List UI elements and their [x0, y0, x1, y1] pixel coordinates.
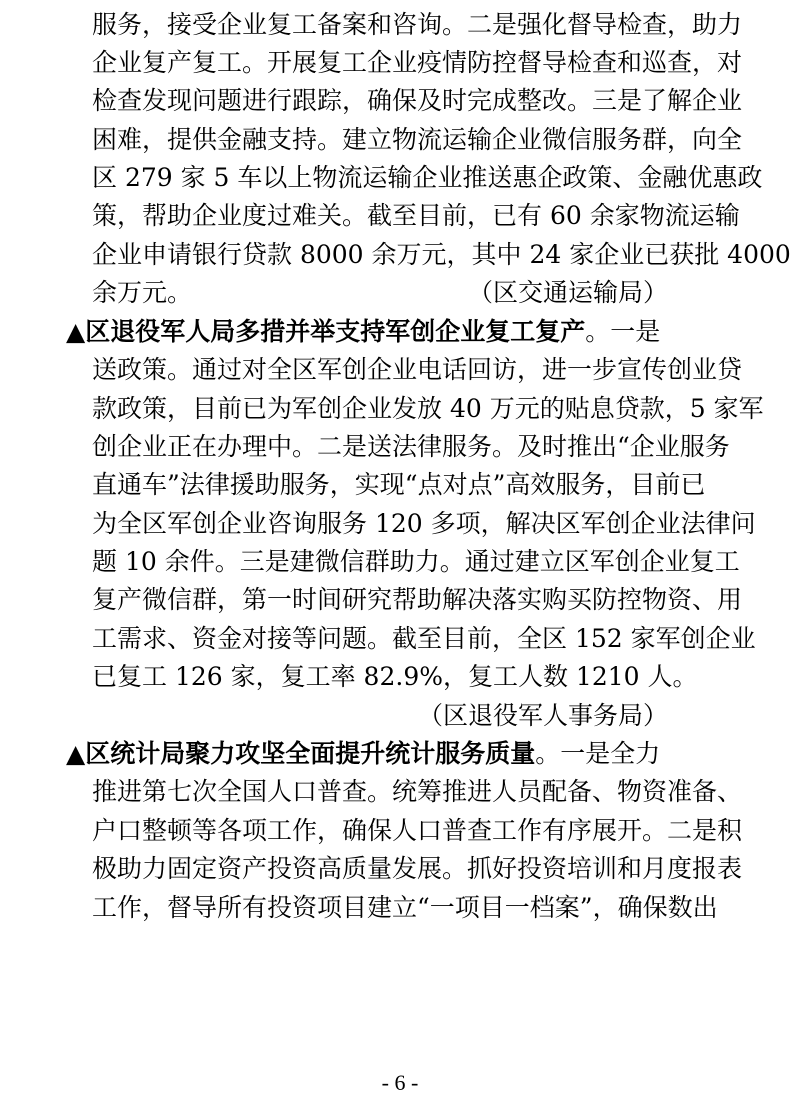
stats-section-heading-line [66, 734, 668, 774]
transport-body-last: 余万元。 [92, 278, 193, 307]
page-number: - 6 - [381, 1070, 419, 1095]
stats-body-line-1: 推进第七次全国人口普查。统筹推进人员配备、物资准备、 [92, 777, 743, 806]
transport-source-note: （区交通运输局） [467, 278, 668, 307]
veterans-body-line-2: 款政策，目前已为军创企业发放 40 万元的贴息贷款，5 家军 [92, 394, 764, 423]
transport-body-line-4: 困难，提供金融支持。建立物流运输企业微信服务群，向全 [92, 125, 743, 154]
veterans-body-line-3: 创企业正在办理中。二是送法律服务。及时推出“企业服务 [92, 432, 730, 461]
transport-body-line-7: 企业申请银行贷款 8000 余万元，其中 24 家企业已获批 4000 [92, 240, 791, 269]
stats-body-line-3: 极助力固定资产投资高质量发展。抓好投资培训和月度报表 [92, 854, 743, 883]
veterans-body-line-6: 题 10 余件。三是建微信群助力。通过建立区军创企业复工 [92, 547, 740, 576]
veterans-section-heading-line [66, 312, 668, 352]
veterans-section-intro: 。一是 [585, 317, 661, 346]
stats-section-title: ▲区统计局聚力攻坚全面提升统计服务质量 [66, 739, 536, 768]
transport-body-line-2: 企业复产复工。开展复工企业疫情防控督导检查和巡查，对 [92, 48, 743, 77]
transport-body-line-1: 服务，接受企业复工备案和咨询。二是强化督导检查，助力 [92, 10, 743, 39]
veterans-body-last: 已复工 126 家，复工率 82.9%，复工人数 1210 人。 [92, 662, 698, 691]
veterans-body-line-4: 直通车”法律援助服务，实现“点对点”高效服务，目前已 [92, 470, 706, 499]
veterans-section-title: ▲区退役军人局多措并举支持军创企业复工复产 [66, 317, 586, 346]
veterans-body-line-5: 为全区军创企业咨询服务 120 多项，解决区军创企业法律问 [92, 509, 756, 538]
veterans-source-note: （区退役军人事务局） [417, 701, 668, 730]
veterans-body-line-1: 送政策。通过对全区军创企业电话回访，进一步宣传创业贷 [92, 355, 743, 384]
transport-body-line-3: 检查发现问题进行跟踪，确保及时完成整改。三是了解企业 [92, 86, 743, 115]
transport-body-line-5: 区 279 家 5 车以上物流运输企业推送惠企政策、金融优惠政 [92, 163, 763, 192]
stats-section-intro: 。一是全力 [535, 739, 661, 768]
stats-body-line-2: 户口整顿等各项工作，确保人口普查工作有序展开。二是积 [92, 816, 743, 845]
stats-body-line-4: 工作，督导所有投资项目建立“一项目一档案”，确保数出 [92, 893, 718, 922]
transport-closing-line [92, 273, 668, 313]
transport-body-line-6: 策，帮助企业度过难关。截至目前，已有 60 余家物流运输 [92, 201, 740, 230]
veterans-body-line-8: 工需求、资金对接等问题。截至目前，全区 152 家军创企业 [92, 624, 756, 653]
veterans-body-line-7: 复产微信群，第一时间研究帮助解决落实购买防控物资、用 [92, 585, 743, 614]
